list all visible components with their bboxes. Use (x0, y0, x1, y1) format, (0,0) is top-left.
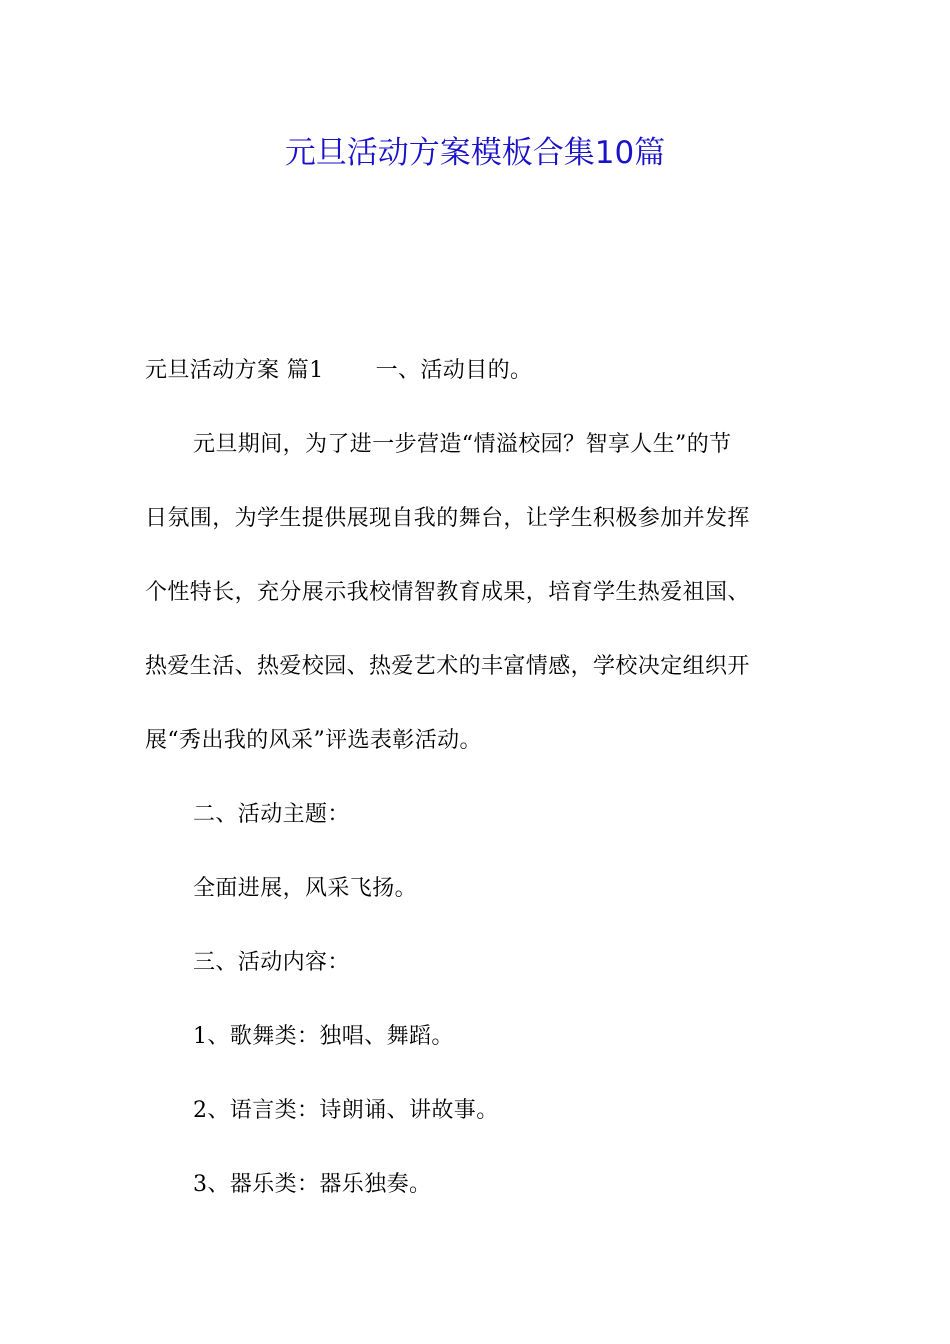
section-2-title: 二、活动主题： (193, 802, 350, 827)
paragraph-line: 元旦期间，为了进一步营造“情溢校园？智享人生”的节 (193, 432, 732, 457)
paragraph-line: 个性特长，充分展示我校情智教育成果，培育学生热爱祖国、 (145, 580, 750, 605)
section-label: 元旦活动方案 篇1 (145, 358, 324, 383)
list-item: 1、歌舞类：独唱、舞蹈。 (193, 1024, 454, 1049)
section-heading-line (145, 334, 805, 408)
section-3-title: 三、活动内容： (193, 950, 350, 975)
first-item-heading: 一、活动目的。 (375, 358, 533, 383)
section-2-text: 全面进展，风采飞扬。 (193, 876, 418, 901)
list-item: 2、语言类：诗朗诵、讲故事。 (193, 1098, 499, 1123)
list-item: 3、器乐类：器乐独奏。 (193, 1172, 432, 1197)
document-title: 元旦活动方案模板合集10篇 (284, 135, 666, 171)
paragraph-line: 日氛围，为学生提供展现自我的舞台，让学生积极参加并发挥 (145, 506, 750, 531)
paragraph-line: 热爱生活、热爱校园、热爱艺术的丰富情感，学校决定组织开 (145, 654, 750, 679)
document-body (145, 334, 805, 1222)
paragraph-line: 展“秀出我的风采”评选表彰活动。 (145, 728, 482, 753)
